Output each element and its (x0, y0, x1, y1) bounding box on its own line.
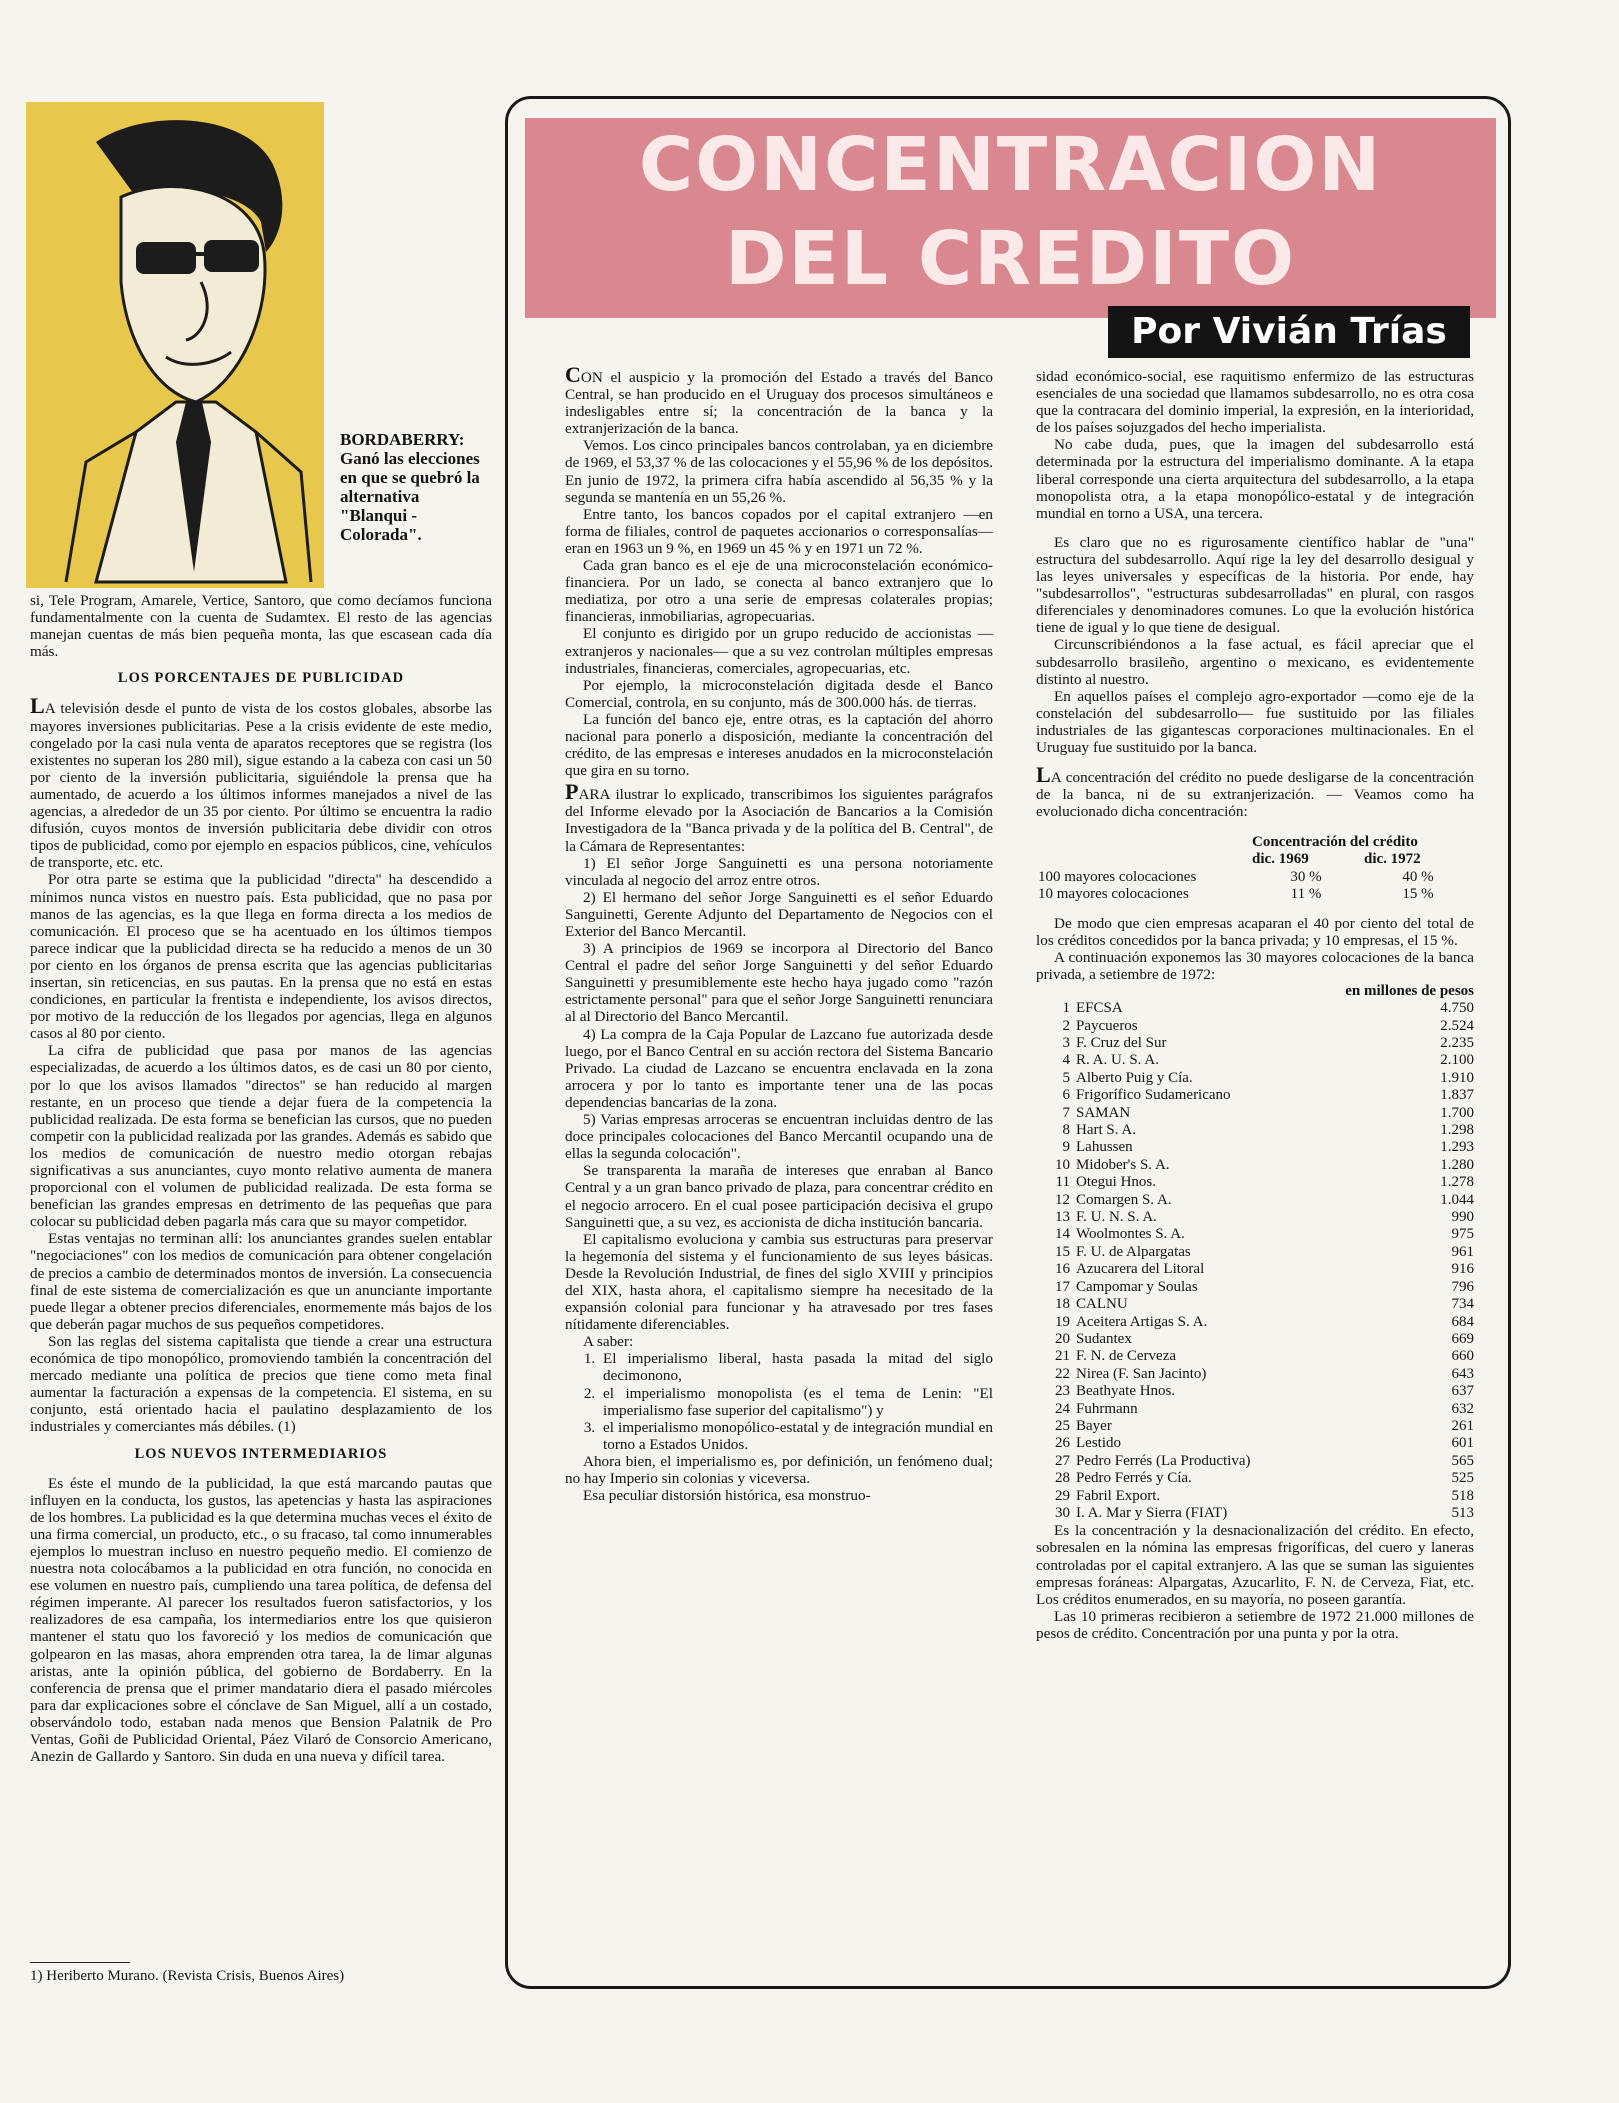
headline-line: DEL CREDITO (724, 216, 1297, 302)
rank-number: 12 (1055, 1191, 1070, 1208)
paragraph-text: ON el auspicio y la promoción del Estado a través del Banco Central, se han producido en el Uruguay dos procesos simultáneos e indesligables entre sí; la concentración de la banca y la extranjerización de la banca. (565, 369, 993, 438)
amount: 2.100 (1440, 1052, 1474, 1069)
table-row (1036, 1087, 1474, 1104)
byline: Por Vivián Trías (1108, 306, 1470, 358)
drop-cap: L (1036, 762, 1051, 788)
rank-number: 27 (1055, 1452, 1070, 1469)
table-row (1036, 1279, 1474, 1296)
table-row (1036, 1348, 1474, 1365)
amount: 990 (1451, 1209, 1474, 1226)
company-name: Pedro Ferrés y Cía. (1076, 1470, 1192, 1487)
table-row (1036, 1174, 1474, 1191)
right-paragraph (1036, 762, 1474, 821)
table-row (1036, 886, 1474, 903)
table-row (1036, 1052, 1474, 1069)
company-name: Beathyate Hnos. (1076, 1383, 1176, 1400)
table-header (1036, 851, 1474, 868)
rank-number: 25 (1055, 1417, 1070, 1434)
company-name: Paycueros (1076, 1017, 1138, 1034)
company-name: R. A. U. S. A. (1076, 1052, 1159, 1069)
company-name: F. Cruz del Sur (1076, 1035, 1167, 1051)
table-row (1036, 1192, 1474, 1209)
company-name: Midober's S. A. (1076, 1156, 1170, 1173)
rank-number: 6 (1062, 1087, 1070, 1104)
right-paragraph: Es la concentración y la desnacionalización del crédito. En efecto, sobresalen en la nómina las empresas frigoríficas, del cuero y laneras controladas por el capital extranjero. A las que se suman las siguientes empresas foráneas: Alpargatas, Azucarlito, F. N. de Cerveza, Fiat, etc. Los créditos enumerados, en su mayoría, no poseen garantía. (1036, 1522, 1474, 1608)
drop-cap: L (30, 693, 45, 719)
rank-number: 11 (1055, 1174, 1070, 1191)
rank-number: 28 (1055, 1470, 1070, 1487)
company-name: SAMAN (1076, 1104, 1131, 1121)
footnote-rule (30, 1962, 130, 1963)
list-item: 2. el imperialismo monopolista (es el tema de Lenin: "El imperialismo fase superior del capitalismo") y (599, 1385, 993, 1419)
rank-number: 8 (1062, 1122, 1070, 1139)
company-name: EFCSA (1076, 1000, 1123, 1017)
table-row (1036, 1401, 1474, 1418)
amount: 4.750 (1440, 1000, 1474, 1017)
cell-value: 30 % (1290, 868, 1322, 885)
row-label: 10 mayores colocaciones (1038, 885, 1189, 902)
table-row (1036, 1470, 1474, 1487)
amount: 2.235 (1440, 1035, 1474, 1051)
amount: 1.837 (1440, 1087, 1474, 1104)
company-name: Comargen S. A. (1076, 1191, 1172, 1208)
mid-paragraph: 2) El hermano del señor Jorge Sanguinetti es el señor Eduardo Sanguinetti, Gerente Adjunto del Departamento de Negocios con el Exterior del Banco Mercantil. (565, 888, 993, 940)
amount: 643 (1451, 1365, 1474, 1382)
amount: 734 (1451, 1296, 1474, 1313)
right-paragraph: A continuación exponemos las 30 mayores colocaciones de la banca privada, a setiembre de 1972: (1036, 948, 1474, 983)
amount: 1.910 (1440, 1069, 1474, 1086)
company-name: Lestido (1076, 1435, 1121, 1452)
left-column (30, 592, 492, 1765)
section-heading: LOS NUEVOS INTERMEDIARIOS (134, 1445, 388, 1462)
rank-number: 19 (1055, 1313, 1070, 1330)
amount: 684 (1451, 1313, 1474, 1330)
mid-paragraph: La función del banco eje, entre otras, es la captación del ahorro nacional para ponerlo a disposición, mediante la concentración del crédito, de las empresas e intereses anudados en la microconstelación que gira en su torno. (565, 710, 993, 780)
table-row (1036, 1209, 1474, 1226)
ranking-table (1036, 1000, 1474, 1522)
drop-cap: P (565, 779, 579, 805)
table-row (1036, 1226, 1474, 1243)
right-paragraph: Circunscribiéndonos a la fase actual, es fácil apreciar que el subdesarrollo brasileño, argentino o mexicano, es evidentemente distinto al nuestro. (1036, 636, 1474, 688)
company-name: Frigorífico Sudamericano (1076, 1087, 1231, 1104)
mid-paragraph (565, 362, 993, 438)
amount: 916 (1451, 1261, 1474, 1278)
section-heading: LOS PORCENTAJES DE PUBLICIDAD (117, 670, 405, 687)
company-name: I. A. Mar y Sierra (FIAT) (1076, 1504, 1228, 1521)
amount: 601 (1451, 1435, 1474, 1452)
amount: 518 (1451, 1487, 1474, 1504)
mid-paragraph: El capitalismo evoluciona y cambia sus estructuras para preservar la hegemonía del sistema y el funcionamiento de sus leyes básicas. Desde la Revolución Industrial, de fines del siglo XVIII y principios del XIX, hasta ahora, el capitalismo siempre ha necesitado de la expansión colonial para funcionar y ha atravesado por tres fases nítidamente diferenciables. (565, 1230, 993, 1334)
rank-number: 5 (1062, 1069, 1070, 1086)
table-row (1036, 1139, 1474, 1156)
rank-number: 14 (1055, 1226, 1070, 1243)
table-row (1036, 1331, 1474, 1348)
rank-number: 7 (1062, 1104, 1070, 1121)
table-row (1036, 1070, 1474, 1087)
footnote: 1) Heriberto Murano. (Revista Crisis, Buenos Aires) (30, 1968, 345, 1984)
table-row (1036, 1018, 1474, 1035)
mid-paragraph: 5) Varias empresas arroceras se encuentran incluidas dentro de las doce principales colocaciones del Banco Mercantil ocupando una de ellas la segunda colocación". (565, 1111, 993, 1163)
table-row (1036, 1157, 1474, 1174)
table-row (1036, 1418, 1474, 1435)
amount: 1.044 (1440, 1191, 1474, 1208)
rank-number: 18 (1055, 1296, 1070, 1313)
amount: 637 (1451, 1383, 1474, 1400)
drop-cap: C (565, 362, 581, 387)
amount: 975 (1451, 1226, 1474, 1243)
list-item: 3. el imperialismo monopólico-estatal y de integración mundial en torno a Estados Unidos. (599, 1419, 993, 1453)
rank-number: 24 (1055, 1400, 1070, 1417)
table-header (1036, 834, 1474, 851)
column-header: dic. 1972 (1364, 851, 1421, 868)
right-paragraph: No cabe duda, pues, que la imagen del subdesarrollo está determinada por la estructura del imperialismo dominante. A la etapa liberal corresponde una cierta arquitectura del subdesarrollo, a la etapa monopolista otra, a la etapa monopólico-estatal y de integración mundial en torno a USA, una tercera. (1036, 436, 1474, 522)
paragraph-text: ARA ilustrar lo explicado, transcribimos los siguientes parágrafos del Informe elevado por la Asociación de Bancarios a la Comisión Investigadora de la "Banca privada y de la política del B. Central", de la Cámara de Representantes: (565, 786, 993, 855)
amount: 1.280 (1440, 1156, 1474, 1173)
amount: 632 (1451, 1400, 1474, 1417)
rank-number: 21 (1055, 1348, 1070, 1365)
right-paragraph: Es claro que no es rigurosamente científico hablar de "una" estructura del subdesarrollo. Aquí rige la ley del desarrollo desigual y las leyes universales y específicas de la historia. Por ende, hay "subdesarrollos", "estructuras subdesarrolladas" en plural, con rasgos diferenciales y denominadores comunes. Lo que la evolución histórica tiene de igual y lo que tiene de desigual. (1036, 533, 1474, 637)
company-name: CALNU (1076, 1296, 1128, 1313)
left-paragraph (30, 693, 492, 872)
table-row (1036, 1296, 1474, 1313)
mid-paragraph: Esa peculiar distorsión histórica, esa monstruo- (583, 1487, 871, 1505)
amount: 1.293 (1440, 1139, 1474, 1156)
cell-value: 15 % (1402, 885, 1434, 902)
company-name: Fuhrmann (1076, 1400, 1138, 1417)
left-paragraph: Son las reglas del sistema capitalista que tiende a crear una estructura económica de tipo monopólico, promoviendo también la concentración del mercado mediante una política de precios que tiene como meta final aumentar la facturación a expensas de la competencia. El sistema, en su conjunto, está orientado hacia el paulatino desplazamiento de los industriales y comerciantes más débiles. (1) (30, 1332, 492, 1436)
rank-number: 17 (1055, 1278, 1070, 1295)
table-row (1036, 1366, 1474, 1383)
table-row (1036, 1314, 1474, 1331)
cell-value: 11 % (1290, 885, 1322, 902)
rank-number: 3 (1062, 1035, 1070, 1051)
company-name: Pedro Ferrés (La Productiva) (1076, 1452, 1251, 1469)
table-row (1036, 1505, 1474, 1522)
left-paragraph: Estas ventajas no terminan allí: los anunciantes grandes suelen entablar "negociaciones" con los medios de comunicación para obtener congelación de precios a cambio de determinados montos de inversión. La consecuencia final de este sistema de comercialización es que un anunciante importante puede llegar a obtener precios diferenciales, enormemente más bajos de los que deberán pagar muchos de sus pequeños competidores. (30, 1230, 492, 1333)
phases-list (565, 1350, 993, 1453)
company-name: Fabril Export. (1076, 1487, 1161, 1504)
row-label: 100 mayores colocaciones (1038, 868, 1197, 885)
amount: 660 (1451, 1348, 1474, 1365)
rank-number: 13 (1055, 1209, 1070, 1226)
list-item: 1. El imperialismo liberal, hasta pasada la mitad del siglo decimonono, (599, 1350, 993, 1384)
left-paragraph: si, Tele Program, Amarele, Vertice, Santoro, que como decíamos funciona fundamentalmente con la cuenta de Sudamtex. El resto de las agencias manejan cuentas de más bien pequeña monta, las que escasean cada día más. (30, 592, 492, 661)
rank-number: 10 (1055, 1156, 1070, 1173)
mid-paragraph: Se transparenta la maraña de intereses que enraban al Banco Central y a un gran banco privado de plaza, para concentrar crédito en el negocio arrocero. En el cual posee participación decisiva el grupo Sanguinetti que, a su vez, es accionista de dicha institución bancaria. (565, 1162, 993, 1231)
rank-number: 4 (1062, 1052, 1070, 1069)
table-row (1036, 869, 1474, 886)
table-row (1036, 1453, 1474, 1470)
company-name: F. N. de Cerveza (1076, 1348, 1177, 1365)
company-name: Alberto Puig y Cía. (1076, 1069, 1193, 1086)
concentration-table (1036, 834, 1474, 902)
rank-number: 1 (1062, 1000, 1070, 1017)
rank-number: 15 (1055, 1243, 1070, 1260)
left-paragraph: Por otra parte se estima que la publicidad "directa" ha descendido a mínimos nunca vistos en nuestro país. Esta publicidad, que no pasa por manos de las agencias, es la que llega en forma directa a los medios de comunicación. El proceso que se ha acentuado en los últimos tiempos parece indicar que la publicidad directa se ha reducido a menos de un 30 por ciento en los órganos de prensa escrita que las agencias publicitarias insertan, sin reticencias, en sus pautas. En la prensa que no está en estas condiciones, en particular la frentista e independiente, los avisos directos, por motivo de la reducción de los llegados por agencias, llega en algunos casos al 80 por ciento. (30, 871, 492, 1043)
table-row (1036, 1261, 1474, 1278)
mid-paragraph: Por ejemplo, la microconstelación digitada desde el Banco Comercial, controla, en su conjunto, más de 300.000 hás. de tierras. (565, 676, 993, 711)
middle-column (565, 362, 993, 1505)
table-row (1036, 1035, 1474, 1052)
mid-paragraph: Ahora bien, el imperialismo es, por definición, un fenómeno dual; no hay Imperio sin colonias y viceversa. (565, 1452, 993, 1487)
right-column (1036, 368, 1474, 1642)
company-name: F. U. de Alpargatas (1076, 1243, 1191, 1260)
company-name: Sudantex (1076, 1330, 1132, 1347)
mid-paragraph: 3) A principios de 1969 se incorpora al Directorio del Banco Central el padre del señor Jorge Sanguinetti y del señor Eduardo Sanguinetti y presumiblemente este hecho haya jugado como "razón estrictamente personal" para que el señor Jorge Sanguinetti renunciara al al Directorio del Banco Mercantil. (565, 940, 993, 1026)
cell-value: 40 % (1402, 868, 1434, 885)
rank-number: 30 (1055, 1504, 1070, 1521)
table-row (1036, 1383, 1474, 1400)
table-row (1036, 1000, 1474, 1017)
company-name: Aceitera Artigas S. A. (1076, 1313, 1208, 1330)
amount: 261 (1451, 1417, 1474, 1434)
company-name: F. U. N. S. A. (1076, 1209, 1157, 1226)
rank-number: 16 (1055, 1261, 1070, 1278)
company-name: Lahussen (1076, 1139, 1133, 1156)
amount: 1.298 (1440, 1122, 1474, 1139)
mid-paragraph: A saber: (583, 1333, 634, 1351)
mid-paragraph: 4) La compra de la Caja Popular de Lazcano fue autorizada desde luego, por el Banco Central en su acción rectora del Sistema Bancario Privado. La ciudad de Lazcano se encuentra enclavada en la zona arrocera y por lo tanto es importante tener una de las pocas dependencias bancarias de la zona. (565, 1025, 993, 1111)
paragraph-text: A concentración del crédito no puede desligarse de la concentración de la banca, ni de su extranjerización. — Veamos como ha evolucionado dicha concentración: (1036, 769, 1474, 821)
headline (525, 118, 1496, 306)
company-name: Campomar y Soulas (1076, 1278, 1198, 1295)
amount: 1.700 (1440, 1104, 1474, 1121)
table-row (1036, 1105, 1474, 1122)
amount: 669 (1451, 1330, 1474, 1347)
rank-number: 2 (1062, 1017, 1070, 1034)
rank-number: 23 (1055, 1383, 1070, 1400)
company-name: Woolmontes S. A. (1076, 1226, 1185, 1243)
mid-paragraph: Vemos. Los cinco principales bancos controlaban, ya en diciembre de 1969, el 53,37 % de las colocaciones y el 55,96 % de los depósitos. En junio de 1972, la primera cifra había ascendido al 56,35 % y la segunda se mantenía en un 55,26 %. (565, 437, 993, 506)
amount: 525 (1451, 1470, 1474, 1487)
company-name: Otegui Hnos. (1076, 1174, 1156, 1191)
unit-label: en millones de pesos (1345, 983, 1474, 1000)
right-paragraph: De modo que cien empresas acaparan el 40 por ciento del total de los créditos concedidos por la banca privada; y 10 empresas, el 15 %. (1036, 914, 1474, 949)
left-paragraph: La cifra de publicidad que pasa por manos de las agencias especializadas, de acuerdo a los últimos datos, es de casi un 80 por ciento, por lo que los avisos llamados "directos" se han reducido al margen restante, en un proceso que tiende a dejar fuera de la competencia la publicidad realizada. De esta forma se benefician las cursos, que no pueden competir con la publicidad realizada por las grandes. Además es sabido que los medios de comunicación de nuestro medio otorgan rebajas significativas a sus anunciantes, cuyo monto relativo aumenta de manera proporcional con el volumen de publicidad realizada. De esta forma se benefician las grandes empresas en detrimento de las pequeñas que para colocar su publicidad deben pagarla más cara que su mayor competidor. (30, 1042, 492, 1231)
amount: 961 (1451, 1243, 1474, 1260)
column-header: dic. 1969 (1252, 851, 1309, 868)
paragraph-text: A televisión desde el punto de vista de los costos globales, absorbe las mayores inversiones publicitarias. Pese a la crisis evidente de este medio, congelado por la casi nula venta de aparatos receptores que se registra (los existentes no superan los 280 mil), sigue estando a la cabeza con casi un 50 por ciento de la inversión publicitaria, siguiéndole la prensa que ha aumentado, de acuerdo a los últimos informes manejados a nivel de las agencias, a alrededor de un 35 por ciento. Por último se encuentra la radio difusión, cuyos montos de inversión publicitaria debe dividir con otros tipos de publicidad, como por ejemplo en espacios públicos, cine, vehículos de transporte, etc. etc. (30, 700, 492, 872)
cartoon-caption: BORDABERRY: Ganó las elecciones en que se quebró la alternativa "Blanqui - Colorada". (340, 430, 480, 544)
amount: 796 (1451, 1278, 1474, 1295)
table-row (1036, 1488, 1474, 1505)
left-paragraph: Es éste el mundo de la publicidad, la que está marcando pautas que influyen en la conducta, los gustos, las apetencias y hasta las aspiraciones de los hombres. La publicidad es la que determina muchas veces el éxito de una firma comercial, un producto, etc., o su fracaso, tal como innumerables ejemplos lo muestran incluso en nuestro pequeño medio. El comienzo de nuestra nota colocábamos a la publicidad en otra función, no conocida en ese volumen en nuestro país, cumpliendo una tarea política, de defensa del régimen imperante. Al parecer los resultados fueron satisfactorios, y los realizadores de esa campaña, los intermediarios entre los que quisieron mantener el statu quo los favoreció y los medios de comunicación que golpearon en las masas, ahora emprenden otra tarea, la de limar algunas aristas, ante la opinión pública, del gobierno de Bordaberry. En la conferencia de prensa que el primer mandatario diera el pasado miércoles para dar explicaciones sobre el cónclave de San Miguel, allí a un costado, observándolo todo, estaban nada menos que Bension Palatnik de Pro Ventas, Goñi de Publicidad Oriental, Páez Vilaró de Consorcio Americano, Anezin de Gallardo y Santoro. Sin duda en una nueva y difícil tarea. (30, 1474, 492, 1766)
rank-number: 9 (1062, 1139, 1070, 1156)
rank-number: 26 (1055, 1435, 1070, 1452)
headline-line: CONCENTRACION (638, 122, 1383, 208)
mid-paragraph: Cada gran banco es el eje de una microconstelación económico-financiera. Por un lado, se conecta al banco extranjero que lo mediatiza, por otro a una serie de empresas colaterales propias; financieras, inmobiliarias, agropecuarias. (565, 557, 993, 626)
company-name: Nirea (F. San Jacinto) (1076, 1365, 1207, 1382)
rank-number: 20 (1055, 1330, 1070, 1347)
bordaberry-caricature (26, 102, 324, 588)
amount: 565 (1451, 1452, 1474, 1469)
table-row (1036, 1122, 1474, 1139)
mid-paragraph: Entre tanto, los bancos copados por el capital extranjero —en forma de filiales, control de paquetes accionarios o corresponsalías— eran en 1963 un 9 %, en 1969 un 45 % y en 1971 un 72 %. (565, 505, 993, 557)
table-title: Concentración del crédito (1252, 834, 1418, 851)
amount: 513 (1451, 1504, 1474, 1521)
amount: 2.524 (1440, 1017, 1474, 1034)
rank-number: 29 (1055, 1487, 1070, 1504)
mid-paragraph: 1) El señor Jorge Sanguinetti es una persona notoriamente vinculada al negocio del arroz entre otros. (565, 854, 993, 889)
right-paragraph: En aquellos países el complejo agro-exportador —como eje de la constelación del subdesarrollo— fue sustituido por las filiales industriales de las gigantescas corporaciones multinacionales. En el Uruguay fue sustituido por la banca. (1036, 687, 1474, 756)
right-paragraph: Las 10 primeras recibieron a setiembre de 1972 21.000 millones de pesos de crédito. Concentración por una punta y por la otra. (1036, 1607, 1474, 1642)
table-row (1036, 1244, 1474, 1261)
caricature-drawing (26, 102, 324, 588)
company-name: Hart S. A. (1076, 1122, 1136, 1139)
table-row (1036, 1435, 1474, 1452)
right-paragraph: sidad económico-social, ese raquitismo enfermizo de las estructuras esenciales de una sociedad que llamamos subdesarrollo, no es otra cosa que la contracara del dominio imperial, la expresión, en la interioridad, de los países sojuzgados del hecho imperialista. (1036, 368, 1474, 437)
company-name: Azucarera del Litoral (1076, 1261, 1205, 1278)
rank-number: 22 (1055, 1365, 1070, 1382)
amount: 1.278 (1440, 1174, 1474, 1191)
mid-paragraph (565, 779, 993, 855)
mid-paragraph: El conjunto es dirigido por un grupo reducido de accionistas —extranjeros y nacionales— que a su vez controlan múltiples empresas industriales, financieras, comerciales, agropecuarias, etc. (565, 625, 993, 677)
company-name: Bayer (1076, 1417, 1112, 1434)
